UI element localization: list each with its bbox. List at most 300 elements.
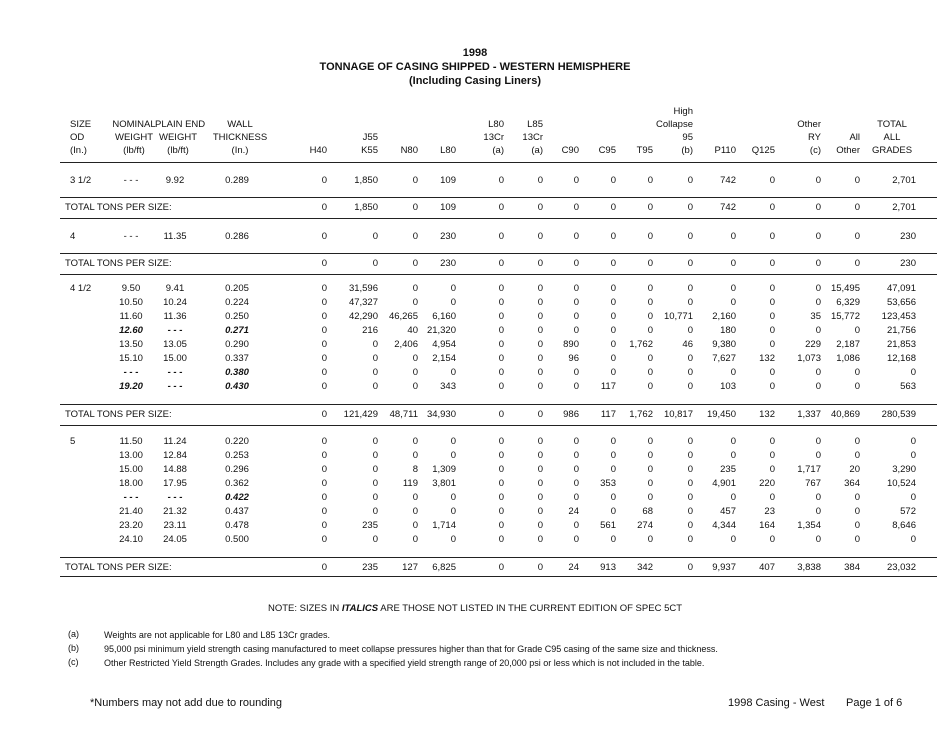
tonnage-l80cr: 0 <box>498 175 504 186</box>
tonnage-total: 53,656 <box>886 297 916 308</box>
column-header-total: GRADES <box>871 145 913 156</box>
tonnage-l85cr: 0 <box>537 534 543 545</box>
tonnage-q125: 0 <box>769 367 775 378</box>
nominal-weight: - - - <box>123 231 139 242</box>
total-l85cr: 0 <box>537 562 543 573</box>
tonnage-c90: 96 <box>568 353 579 364</box>
tonnage-p110: 0 <box>730 450 736 461</box>
tonnage-allo: 0 <box>854 534 860 545</box>
tonnage-l80: 1,714 <box>432 520 456 531</box>
tonnage-l80cr: 0 <box>498 436 504 447</box>
tonnage-c95: 0 <box>610 534 616 545</box>
tonnage-l80: 0 <box>450 297 456 308</box>
column-header-c90: C90 <box>561 145 579 156</box>
tonnage-j55: 216 <box>362 325 378 336</box>
tonnage-allo: 0 <box>854 506 860 517</box>
group-divider <box>60 274 937 275</box>
tonnage-c90: 0 <box>573 520 579 531</box>
tonnage-l80: 0 <box>450 492 456 503</box>
tonnage-c90: 0 <box>573 175 579 186</box>
column-header-ory: (c) <box>809 145 821 156</box>
column-header-nom: (lb/ft) <box>123 145 145 156</box>
plain-end-weight: 12.84 <box>163 450 187 461</box>
tonnage-total: 8,646 <box>892 520 916 531</box>
tonnage-h40: 0 <box>321 367 327 378</box>
tonnage-p110: 9,380 <box>712 339 736 350</box>
total-n80: 0 <box>412 258 418 269</box>
total-c95: 117 <box>600 409 616 420</box>
plain-end-weight: - - - <box>167 381 183 392</box>
tonnage-c90: 0 <box>573 325 579 336</box>
tonnage-c95: 0 <box>610 311 616 322</box>
nominal-weight: 11.50 <box>119 436 143 447</box>
tonnage-c90: 0 <box>573 311 579 322</box>
total-t95: 0 <box>647 258 653 269</box>
tonnage-l85cr: 0 <box>537 325 543 336</box>
tonnage-hc95: 0 <box>687 506 693 517</box>
wall-thickness: 0.362 <box>225 478 249 489</box>
column-header-c95: C95 <box>598 145 616 156</box>
nominal-weight: 21.40 <box>119 506 143 517</box>
tonnage-j55: 0 <box>372 339 378 350</box>
tonnage-t95: 0 <box>647 464 653 475</box>
wall-thickness: 0.437 <box>225 506 249 517</box>
tonnage-l80: 0 <box>450 283 456 294</box>
tonnage-hc95: 0 <box>687 464 693 475</box>
tonnage-l80: 2,154 <box>432 353 456 364</box>
table-bottom-rule <box>60 576 937 577</box>
wall-thickness: 0.205 <box>225 283 249 294</box>
wall-thickness: 0.478 <box>225 520 249 531</box>
tonnage-t95: 0 <box>647 534 653 545</box>
tonnage-l85cr: 0 <box>537 339 543 350</box>
total-allo: 40,869 <box>830 409 860 420</box>
tonnage-j55: 0 <box>372 464 378 475</box>
tonnage-ory: 0 <box>815 506 821 517</box>
tonnage-j55: 31,596 <box>348 283 378 294</box>
total-allo: 384 <box>844 562 860 573</box>
tonnage-allo: 15,772 <box>830 311 860 322</box>
column-header-size: (In.) <box>70 145 87 156</box>
total-c90: 0 <box>573 202 579 213</box>
wall-thickness: 0.224 <box>225 297 249 308</box>
nominal-weight: 23.20 <box>119 520 143 531</box>
tonnage-n80: 0 <box>412 367 418 378</box>
column-header-plain: PLAIN END <box>155 119 206 130</box>
total-t95: 342 <box>637 562 653 573</box>
tonnage-l80cr: 0 <box>498 283 504 294</box>
column-header-hc95: 95 <box>682 132 693 143</box>
column-header-plain: WEIGHT <box>159 132 197 143</box>
tonnage-c95: 0 <box>610 283 616 294</box>
tonnage-ory: 0 <box>815 231 821 242</box>
tonnage-t95: 1,762 <box>629 339 653 350</box>
tonnage-l85cr: 0 <box>537 436 543 447</box>
note-prefix: NOTE: SIZES IN <box>267 603 342 614</box>
size-total-divider <box>60 557 937 558</box>
column-header-plain: (lb/ft) <box>167 145 189 156</box>
tonnage-j55: 0 <box>372 231 378 242</box>
total-hc95: 0 <box>687 202 693 213</box>
total-tons-label: TOTAL TONS PER SIZE: <box>65 258 172 269</box>
column-header-allo: All <box>849 132 860 143</box>
wall-thickness: 0.220 <box>225 436 249 447</box>
plain-end-weight: 15.00 <box>163 353 187 364</box>
column-header-l80cr: (a) <box>492 145 504 156</box>
tonnage-n80: 0 <box>412 520 418 531</box>
tonnage-p110: 0 <box>730 534 736 545</box>
rounding-note: *Numbers may not add due to rounding <box>90 697 283 709</box>
tonnage-allo: 0 <box>854 175 860 186</box>
tonnage-ory: 1,073 <box>797 353 821 364</box>
tonnage-l80: 1,309 <box>432 464 456 475</box>
tonnage-l80: 230 <box>440 231 456 242</box>
tonnage-l80cr: 0 <box>498 297 504 308</box>
tonnage-t95: 0 <box>647 297 653 308</box>
tonnage-hc95: 0 <box>687 231 693 242</box>
tonnage-hc95: 0 <box>687 325 693 336</box>
tonnage-total: 0 <box>910 436 916 447</box>
tonnage-n80: 0 <box>412 353 418 364</box>
total-p110: 742 <box>720 202 736 213</box>
header-divider <box>60 162 937 163</box>
tonnage-n80: 0 <box>412 436 418 447</box>
tonnage-l85cr: 0 <box>537 353 543 364</box>
tonnage-n80: 0 <box>412 175 418 186</box>
plain-end-weight: 21.32 <box>163 506 187 517</box>
tonnage-l85cr: 0 <box>537 450 543 461</box>
column-header-wall: THICKNESS <box>212 132 268 143</box>
tonnage-p110: 742 <box>720 175 736 186</box>
tonnage-l80: 0 <box>450 450 456 461</box>
column-header-ory: RY <box>807 132 821 143</box>
tonnage-allo: 1,086 <box>836 353 860 364</box>
total-n80: 48,711 <box>389 409 418 420</box>
wall-thickness: 0.430 <box>225 381 249 392</box>
tonnage-ory: 1,354 <box>797 520 821 531</box>
tonnage-j55: 0 <box>372 534 378 545</box>
tonnage-l85cr: 0 <box>537 367 543 378</box>
column-header-allo: Other <box>836 145 860 156</box>
tonnage-c95: 0 <box>610 450 616 461</box>
column-header-p110: P110 <box>714 145 736 156</box>
plain-end-weight: 11.36 <box>163 311 187 322</box>
tonnage-hc95: 0 <box>687 450 693 461</box>
total-l80cr: 0 <box>498 562 504 573</box>
tonnage-hc95: 0 <box>687 520 693 531</box>
tonnage-p110: 180 <box>720 325 736 336</box>
tonnage-total: 21,756 <box>886 325 916 336</box>
tonnage-n80: 0 <box>412 506 418 517</box>
tonnage-l80cr: 0 <box>498 506 504 517</box>
wall-thickness: 0.337 <box>225 353 249 364</box>
tonnage-q125: 0 <box>769 450 775 461</box>
tonnage-n80: 0 <box>412 297 418 308</box>
plain-end-weight: - - - <box>167 325 183 336</box>
nominal-weight: 13.00 <box>119 450 143 461</box>
tonnage-q125: 0 <box>769 231 775 242</box>
column-header-q125: Q125 <box>751 145 775 156</box>
note-suffix: ARE THOSE NOT LISTED IN THE CURRENT EDITION OF SPEC 5CT <box>378 603 683 614</box>
tonnage-h40: 0 <box>321 381 327 392</box>
tonnage-ory: 0 <box>815 450 821 461</box>
tonnage-j55: 235 <box>362 520 378 531</box>
wall-thickness: 0.253 <box>225 450 249 461</box>
tonnage-allo: 0 <box>854 381 860 392</box>
total-h40: 0 <box>321 409 327 420</box>
tonnage-total: 21,853 <box>886 339 916 350</box>
tonnage-c90: 0 <box>573 283 579 294</box>
tonnage-c95: 0 <box>610 436 616 447</box>
tonnage-total: 2,701 <box>892 175 916 186</box>
tonnage-t95: 0 <box>647 283 653 294</box>
tonnage-c95: 561 <box>600 520 616 531</box>
tonnage-l80: 0 <box>450 367 456 378</box>
tonnage-hc95: 0 <box>687 381 693 392</box>
total-q125: 0 <box>769 202 775 213</box>
tonnage-l80cr: 0 <box>498 464 504 475</box>
tonnage-p110: 2,160 <box>712 311 736 322</box>
plain-end-weight: 9.92 <box>165 175 185 186</box>
tonnage-total: 3,290 <box>892 464 916 475</box>
tonnage-h40: 0 <box>321 231 327 242</box>
tonnage-p110: 457 <box>720 506 736 517</box>
group-divider <box>60 218 937 219</box>
tonnage-j55: 0 <box>372 367 378 378</box>
tonnage-q125: 23 <box>764 506 775 517</box>
tonnage-ory: 767 <box>805 478 821 489</box>
total-hc95: 0 <box>687 562 693 573</box>
tonnage-h40: 0 <box>321 283 327 294</box>
tonnage-l80cr: 0 <box>498 325 504 336</box>
tonnage-c95: 0 <box>610 367 616 378</box>
column-header-h40: H40 <box>309 145 327 156</box>
nominal-weight: 19.20 <box>119 381 143 392</box>
tonnage-l80cr: 0 <box>498 367 504 378</box>
tonnage-ory: 0 <box>815 367 821 378</box>
total-c90: 986 <box>563 409 579 420</box>
nominal-weight: 15.10 <box>119 353 143 364</box>
plain-end-weight: 13.05 <box>163 339 187 350</box>
column-header-total: TOTAL <box>877 119 907 130</box>
group-divider <box>60 425 937 426</box>
tonnage-hc95: 0 <box>687 534 693 545</box>
tonnage-l85cr: 0 <box>537 311 543 322</box>
column-header-wall: (In.) <box>231 145 249 156</box>
total-h40: 0 <box>321 562 327 573</box>
column-header-hc95: High <box>673 106 693 117</box>
total-tons-label: TOTAL TONS PER SIZE: <box>65 409 172 420</box>
total-c95: 0 <box>610 202 616 213</box>
tonnage-p110: 7,627 <box>712 353 736 364</box>
plain-end-weight: 11.24 <box>163 436 187 447</box>
tonnage-ory: 1,717 <box>797 464 821 475</box>
total-t95: 1,762 <box>629 409 653 420</box>
tonnage-n80: 0 <box>412 450 418 461</box>
total-l80: 34,930 <box>426 409 456 420</box>
tonnage-hc95: 0 <box>687 175 693 186</box>
tonnage-n80: 119 <box>402 478 418 489</box>
tonnage-q125: 0 <box>769 492 775 503</box>
tonnage-total: 12,168 <box>886 353 916 364</box>
total-j55: 121,429 <box>343 409 378 420</box>
total-l80: 6,825 <box>432 562 456 573</box>
total-h40: 0 <box>321 202 327 213</box>
tonnage-t95: 0 <box>647 450 653 461</box>
total-c90: 0 <box>573 258 579 269</box>
tonnage-t95: 0 <box>647 353 653 364</box>
tonnage-allo: 0 <box>854 436 860 447</box>
tonnage-j55: 0 <box>372 478 378 489</box>
column-header-l85cr: L85 <box>527 119 543 130</box>
plain-end-weight: 14.88 <box>163 464 187 475</box>
tonnage-l85cr: 0 <box>537 283 543 294</box>
tonnage-ory: 0 <box>815 297 821 308</box>
tonnage-total: 0 <box>910 534 916 545</box>
tonnage-j55: 0 <box>372 492 378 503</box>
column-header-n80: N80 <box>400 145 418 156</box>
tonnage-l80cr: 0 <box>498 339 504 350</box>
wall-thickness: 0.271 <box>225 325 249 336</box>
total-j55: 0 <box>372 258 378 269</box>
total-total: 2,701 <box>892 202 916 213</box>
tonnage-ory: 0 <box>815 492 821 503</box>
plain-end-weight: 23.11 <box>163 520 187 531</box>
wall-thickness: 0.250 <box>225 311 249 322</box>
tonnage-n80: 2,406 <box>394 339 418 350</box>
footer-doc-name: 1998 Casing - West <box>728 697 825 709</box>
total-l85cr: 0 <box>537 202 543 213</box>
tonnage-q125: 0 <box>769 325 775 336</box>
tonnage-l80cr: 0 <box>498 492 504 503</box>
column-header-l80cr: 13Cr <box>483 132 504 143</box>
tonnage-p110: 0 <box>730 367 736 378</box>
tonnage-q125: 0 <box>769 381 775 392</box>
plain-end-weight: - - - <box>167 367 183 378</box>
tonnage-l80: 0 <box>450 534 456 545</box>
tonnage-c90: 0 <box>573 464 579 475</box>
tonnage-q125: 0 <box>769 283 775 294</box>
tonnage-p110: 0 <box>730 492 736 503</box>
note-emphasis: ITALICS <box>341 603 379 614</box>
total-tons-label: TOTAL TONS PER SIZE: <box>65 562 172 573</box>
total-ory: 1,337 <box>797 409 821 420</box>
italics-note <box>0 603 950 614</box>
tonnage-j55: 0 <box>372 381 378 392</box>
tonnage-t95: 0 <box>647 478 653 489</box>
tonnage-l85cr: 0 <box>537 506 543 517</box>
size-od: 3 1/2 <box>70 175 92 186</box>
total-total: 23,032 <box>886 562 916 573</box>
tonnage-q125: 132 <box>759 353 775 364</box>
total-p110: 19,450 <box>706 409 736 420</box>
tonnage-j55: 1,850 <box>354 175 378 186</box>
tonnage-l85cr: 0 <box>537 381 543 392</box>
tonnage-j55: 42,290 <box>348 311 378 322</box>
column-header-wall: WALL <box>227 119 253 130</box>
tonnage-c90: 0 <box>573 436 579 447</box>
tonnage-t95: 0 <box>647 311 653 322</box>
total-p110: 0 <box>730 258 736 269</box>
tonnage-total: 0 <box>910 367 916 378</box>
tonnage-allo: 0 <box>854 231 860 242</box>
tonnage-c95: 0 <box>610 339 616 350</box>
tonnage-l80cr: 0 <box>498 353 504 364</box>
tonnage-allo: 15,495 <box>830 283 860 294</box>
total-ory: 0 <box>815 202 821 213</box>
tonnage-c95: 0 <box>610 325 616 336</box>
total-hc95: 0 <box>687 258 693 269</box>
total-q125: 407 <box>759 562 775 573</box>
tonnage-total: 0 <box>910 450 916 461</box>
tonnage-total: 10,524 <box>886 478 916 489</box>
total-l80cr: 0 <box>498 409 504 420</box>
size-od: 4 1/2 <box>70 283 92 294</box>
column-header-l85cr: (a) <box>531 145 543 156</box>
wall-thickness: 0.289 <box>225 175 249 186</box>
tonnage-p110: 0 <box>730 436 736 447</box>
column-header-nom: WEIGHT <box>115 132 153 143</box>
tonnage-j55: 0 <box>372 506 378 517</box>
tonnage-total: 0 <box>910 492 916 503</box>
tonnage-t95: 0 <box>647 436 653 447</box>
tonnage-p110: 4,901 <box>712 478 736 489</box>
tonnage-q125: 220 <box>759 478 775 489</box>
total-allo: 0 <box>854 258 860 269</box>
tonnage-q125: 0 <box>769 534 775 545</box>
tonnage-c95: 353 <box>600 478 616 489</box>
tonnage-q125: 0 <box>769 311 775 322</box>
tonnage-c90: 24 <box>568 506 579 517</box>
tonnage-c95: 0 <box>610 297 616 308</box>
tonnage-allo: 6,329 <box>836 297 860 308</box>
tonnage-h40: 0 <box>321 436 327 447</box>
total-j55: 235 <box>362 562 378 573</box>
total-allo: 0 <box>854 202 860 213</box>
footnote-b-text: 95,000 psi minimum yield strength casing manufactured to meet collapse pressures higher than that for Grade C95 casing of the same size and thickness. <box>104 644 718 654</box>
total-l85cr: 0 <box>537 258 543 269</box>
size-od: 5 <box>70 436 76 447</box>
tonnage-c90: 0 <box>573 367 579 378</box>
column-header-l85cr: 13Cr <box>522 132 543 143</box>
tonnage-t95: 0 <box>647 325 653 336</box>
total-l80: 109 <box>440 202 456 213</box>
tonnage-allo: 0 <box>854 367 860 378</box>
tonnage-q125: 0 <box>769 175 775 186</box>
total-c95: 0 <box>610 258 616 269</box>
tonnage-q125: 0 <box>769 297 775 308</box>
size-od: 4 <box>70 231 76 242</box>
tonnage-ory: 0 <box>815 283 821 294</box>
tonnage-l80: 109 <box>440 175 456 186</box>
column-header-hc95: (b) <box>681 145 693 156</box>
wall-thickness: 0.380 <box>225 367 249 378</box>
tonnage-h40: 0 <box>321 325 327 336</box>
total-q125: 132 <box>759 409 775 420</box>
tonnage-hc95: 46 <box>682 339 693 350</box>
tonnage-q125: 164 <box>759 520 775 531</box>
tonnage-n80: 8 <box>412 464 418 475</box>
tonnage-j55: 47,327 <box>348 297 378 308</box>
tonnage-l80cr: 0 <box>498 478 504 489</box>
tonnage-q125: 0 <box>769 436 775 447</box>
tonnage-q125: 0 <box>769 464 775 475</box>
tonnage-l85cr: 0 <box>537 231 543 242</box>
tonnage-l80cr: 0 <box>498 311 504 322</box>
total-ory: 0 <box>815 258 821 269</box>
plain-end-weight: 10.24 <box>163 297 187 308</box>
total-l80cr: 0 <box>498 258 504 269</box>
